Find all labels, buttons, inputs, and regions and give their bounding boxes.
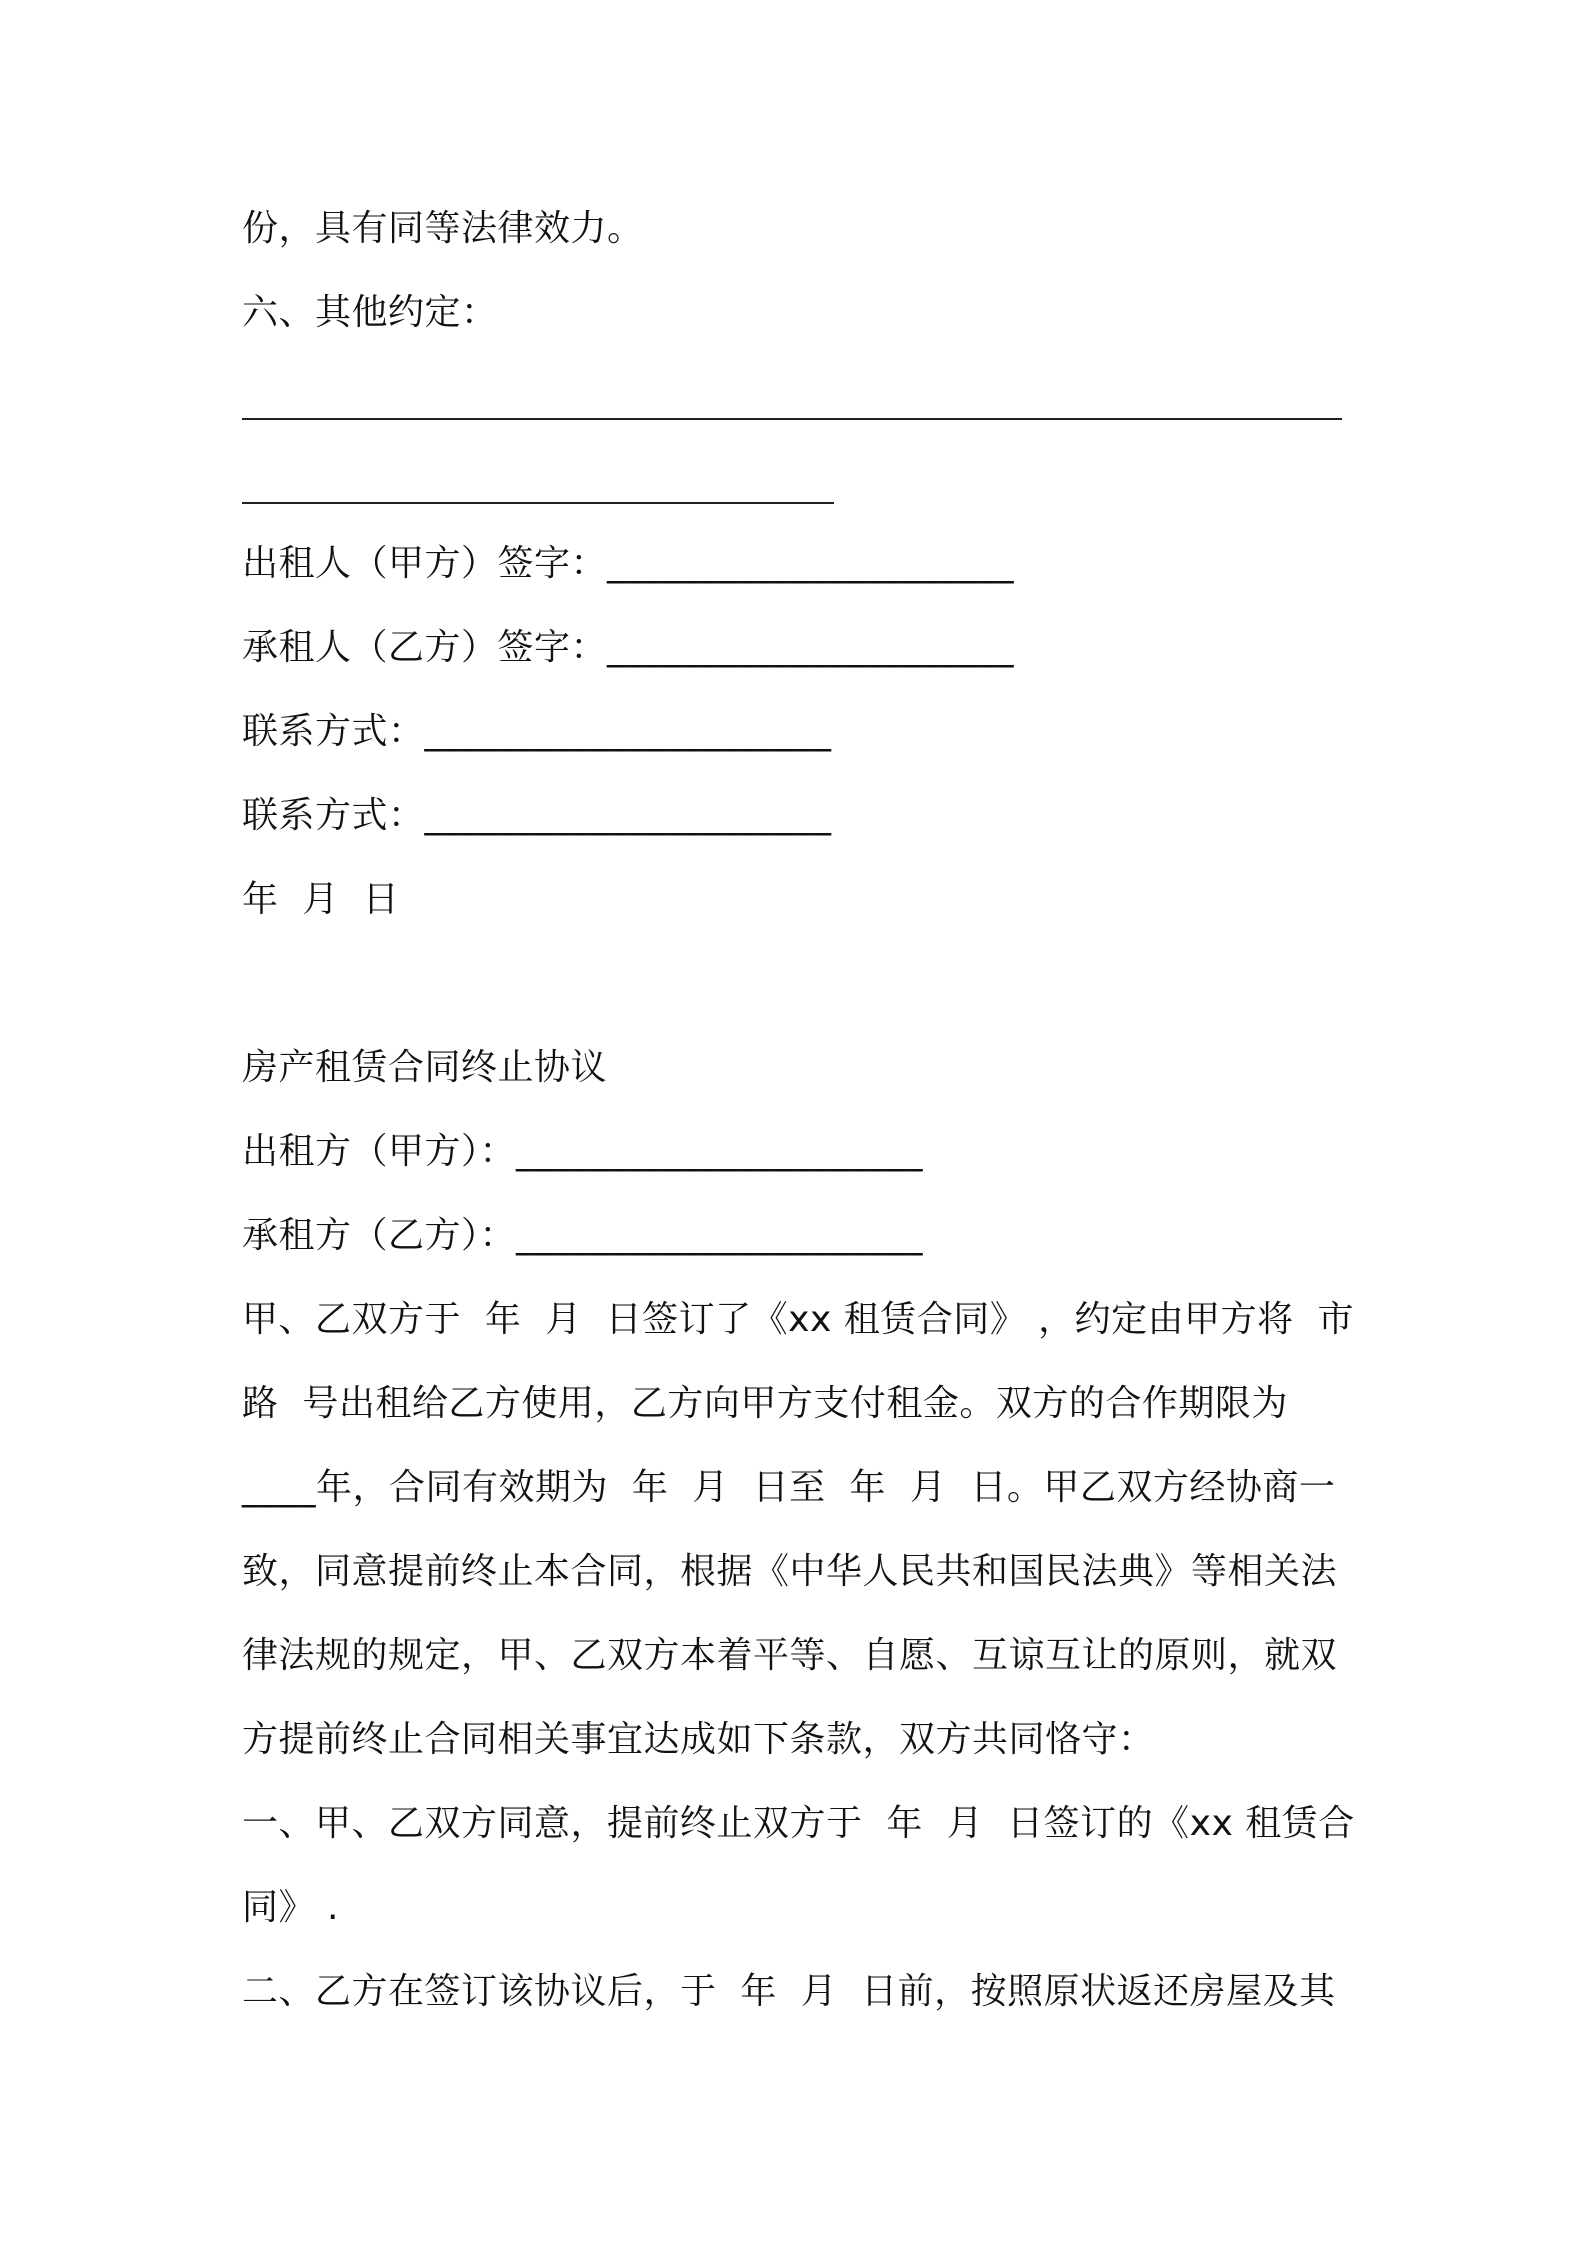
contact-line-2: 联系方式：______________________: [242, 795, 832, 836]
clause-one-line: 一、甲、乙双方同意，提前终止双方于 年 月 日签订的《xx 租赁合: [242, 1803, 1355, 1844]
paragraph-line: ____年，合同有效期为 年 月 日至 年 月 日。甲乙双方经协商一: [242, 1467, 1336, 1508]
clause-one-line: 同》 .: [242, 1887, 339, 1928]
paragraph-line: 致，同意提前终止本合同，根据《中华人民共和国民法典》等相关法: [242, 1551, 1338, 1592]
blank-line-2: [242, 502, 834, 504]
date-line: 年 月 日: [242, 879, 400, 920]
blank-line-1: [242, 418, 1342, 420]
agreement-title: 房产租赁合同终止协议: [242, 1047, 608, 1088]
lessor-signature-line: 出租人（甲方）签字：______________________: [242, 543, 1015, 584]
text-line: 份，具有同等法律效力。: [242, 208, 644, 249]
paragraph-line: 路 号出租给乙方使用，乙方向甲方支付租金。双方的合作期限为: [242, 1383, 1288, 1424]
contact-line-1: 联系方式：______________________: [242, 711, 832, 752]
lessee-party-line: 承租方（乙方）：______________________: [242, 1215, 924, 1256]
paragraph-line: 甲、乙双方于 年 月 日签订了《xx 租赁合同》 ，约定由甲方将 市: [242, 1299, 1355, 1340]
paragraph-line: 方提前终止合同相关事宜达成如下条款，双方共同恪守：: [242, 1719, 1155, 1760]
paragraph-line: 律法规的规定，甲、乙双方本着平等、自愿、互谅互让的原则，就双: [242, 1635, 1338, 1676]
lessee-signature-line: 承租人（乙方）签字：______________________: [242, 627, 1015, 668]
clause-two-line: 二、乙方在签订该协议后，于 年 月 日前，按照原状返还房屋及其: [242, 1971, 1336, 2012]
lessor-party-line: 出租方（甲方）：______________________: [242, 1131, 924, 1172]
section-heading-other-terms: 六、其他约定：: [242, 292, 498, 333]
